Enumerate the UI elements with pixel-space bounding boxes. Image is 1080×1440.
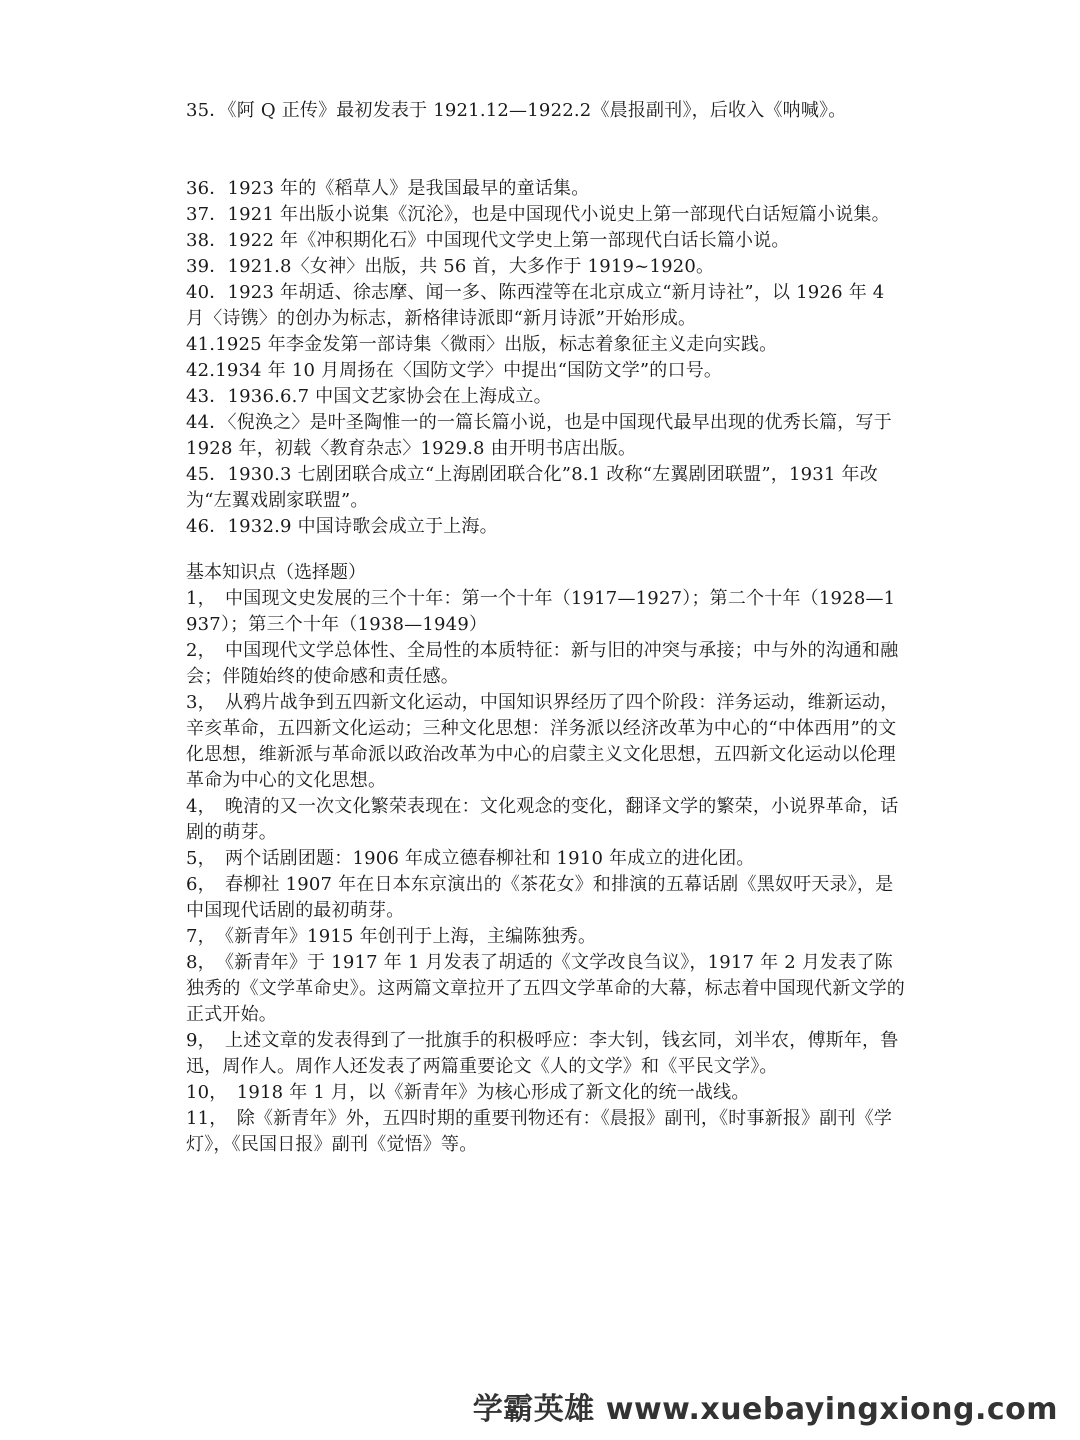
spacer <box>186 124 906 176</box>
list-item: 1， 中国现文史发展的三个十年：第一个十年（1917—1927）；第二个十年（1928—1937）；第三个十年（1938—1949） <box>186 588 896 635</box>
list-item: 38．1922 年《冲积期化石》中国现代文学史上第一部现代白话长篇小说。 <box>186 230 790 251</box>
list-item: 6， 春柳社 1907 年在日本东京演出的《茶花女》和排演的五幕话剧《黑奴吁天录》，是中国现代话剧的最初萌芽。 <box>186 874 894 921</box>
spacer <box>186 540 906 560</box>
list-item: 35．《阿 Q 正传》最初发表于 1921.12—1922.2《晨报副刊》，后收入《呐喊》。 <box>186 100 847 121</box>
list-item: 9， 上述文章的发表得到了一批旗手的积极呼应：李大钊，钱玄同，刘半农，傅斯年，鲁迅，周作人。周作人还发表了两篇重要论文《人的文学》和《平民文学》。 <box>186 1030 899 1077</box>
watermark-text: 学霸英雄 www.xuebayingxiong.com <box>472 1392 1058 1427</box>
document-body <box>186 98 906 1158</box>
list-item: 45．1930.3 七剧团联合成立“上海剧团联合化”8.1 改称“左翼剧团联盟”，1931 年改为“左翼戏剧家联盟”。 <box>186 464 878 511</box>
list-item: 36．1923 年的《稻草人》是我国最早的童话集。 <box>186 178 590 199</box>
list-item: 10， 1918 年 1 月，以《新青年》为核心形成了新文化的统一战线。 <box>186 1082 750 1103</box>
list-item: 3， 从鸦片战争到五四新文化运动，中国知识界经历了四个阶段：洋务运动，维新运动，辛亥革命，五四新文化运动；三种文化思想：洋务派以经济改革为中心的“中体西用”的文化思想，维新派与革命派以政治改革为中心的启蒙主义文化思想，五四新文化运动以伦理革命为中心的文化思想。 <box>186 692 899 791</box>
list-item: 43．1936.6.7 中国文艺家协会在上海成立。 <box>186 386 552 407</box>
list-item: 11， 除《新青年》外，五四时期的重要刊物还有：《晨报》副刊，《时事新报》副刊《学灯》，《民国日报》副刊《觉悟》等。 <box>186 1108 893 1155</box>
list-item: 4， 晚清的又一次文化繁荣表现在：文化观念的变化，翻译文学的繁荣，小说界革命，话剧的萌芽。 <box>186 796 899 843</box>
list-item: 40．1923 年胡适、徐志摩、闻一多、陈西滢等在北京成立“新月诗社”，以 1926 年 4 月〈诗镌〉的创办为标志，新格律诗派即“新月诗派”开始形成。 <box>186 282 885 329</box>
list-item: 42.1934 年 10 月周扬在〈国防文学〉中提出“国防文学”的口号。 <box>186 360 723 381</box>
list-item: 7， 《新青年》1915 年创刊于上海，主编陈独秀。 <box>186 926 597 947</box>
list-item: 37．1921 年出版小说集《沉沦》，也是中国现代小说史上第一部现代白话短篇小说集。 <box>186 204 890 225</box>
list-item: 46．1932.9 中国诗歌会成立于上海。 <box>186 516 498 537</box>
list-item: 8， 《新青年》于 1917 年 1 月发表了胡适的《文学改良刍议》，1917 年 2 月发表了陈独秀的《文学革命史》。这两篇文章拉开了五四文学革命的大幕，标志着中国现代新文学的正式开始。 <box>186 952 905 1025</box>
list-item: 39．1921.8〈女神〉出版，共 56 首，大多作于 1919~1920。 <box>186 256 715 277</box>
list-item: 44．〈倪涣之〉是叶圣陶惟一的一篇长篇小说，也是中国现代最早出现的优秀长篇，写于 1928 年，初载〈教育杂志〉1929.8 由开明书店出版。 <box>186 412 892 459</box>
list-item: 5， 两个话剧团题：1906 年成立德春柳社和 1910 年成立的进化团。 <box>186 848 755 869</box>
list-item: 2， 中国现代文学总体性、全局性的本质特征：新与旧的冲突与承接；中与外的沟通和融会；伴随始终的使命感和责任感。 <box>186 640 899 687</box>
section-heading: 基本知识点（选择题） <box>186 562 366 583</box>
list-item: 41.1925 年李金发第一部诗集〈微雨〉出版，标志着象征主义走向实践。 <box>186 334 778 355</box>
